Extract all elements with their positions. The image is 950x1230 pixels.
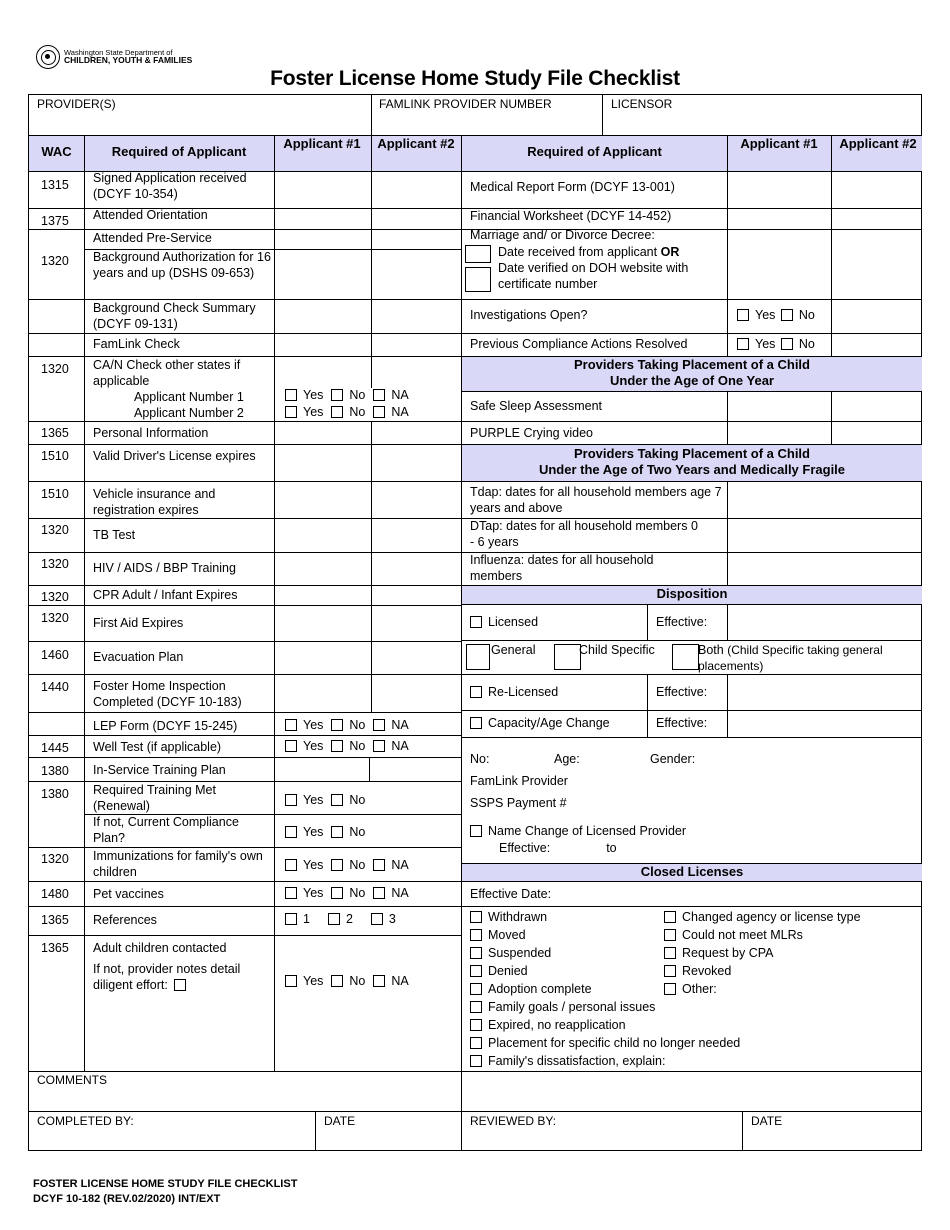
lep-no-checkbox[interactable] xyxy=(331,719,343,731)
closed-reason-label: Placement for specific child no longer needed xyxy=(488,1036,741,1050)
logo-line2: CHILDREN, YOUTH & FAMILIES xyxy=(64,55,193,66)
closed-reason-alt-label: Could not meet MLRs xyxy=(682,928,803,942)
well-na-checkbox[interactable] xyxy=(373,740,385,752)
licensed-option: Licensed xyxy=(470,614,538,630)
state-seal-icon xyxy=(36,45,60,69)
wac-1510-a: 1510 xyxy=(41,449,69,463)
completed-by-field[interactable]: COMPLETED BY: xyxy=(37,1114,134,1128)
completed-date-field[interactable]: DATE xyxy=(324,1114,356,1128)
wac-1320-a: 1320 xyxy=(41,254,69,268)
row-famlink-check: FamLink Check xyxy=(93,337,180,351)
wac-1365-c: 1365 xyxy=(41,941,69,955)
row-lep-form: LEP Form (DCYF 15-245) xyxy=(93,719,238,733)
well-options: Yes No NA xyxy=(285,738,461,754)
row-dtap: DTap: dates for all household members 0 - 6 years xyxy=(470,519,698,549)
famlink-number-field[interactable]: FAMLINK PROVIDER NUMBER xyxy=(379,97,552,111)
row-tb-test: TB Test xyxy=(93,528,136,542)
row-drivers-license: Valid Driver's License expires xyxy=(93,449,256,463)
wac-1380-a: 1380 xyxy=(41,764,69,778)
col-required-right: Required of Applicant xyxy=(527,144,662,159)
closed-reason-option xyxy=(470,1052,800,1070)
age-label: Age: xyxy=(554,752,580,766)
closed-reason-alt-label: Other: xyxy=(682,982,717,996)
investigations-yes-checkbox[interactable] xyxy=(737,309,749,321)
investigations-no-checkbox[interactable] xyxy=(781,309,793,321)
row-personal-information: Personal Information xyxy=(93,426,209,440)
closed-reason-label: Family goals / personal issues xyxy=(488,1000,656,1014)
adult-no-checkbox[interactable] xyxy=(331,975,343,987)
closed-reason-label: Expired, no reapplication xyxy=(488,1018,626,1032)
closed-reason-option xyxy=(470,998,800,1016)
col-applicant2-left: Applicant #2 xyxy=(377,136,455,151)
can1-na-checkbox[interactable] xyxy=(373,389,385,401)
immun-no-checkbox[interactable] xyxy=(331,859,343,871)
adult-children-options: Yes No NA xyxy=(285,973,461,989)
licensed-checkbox[interactable] xyxy=(470,616,482,628)
immunization-options: Yes No NA xyxy=(285,857,461,873)
capacity-effective-label: Effective: xyxy=(656,716,708,730)
can1-no-checkbox[interactable] xyxy=(331,389,343,401)
wac-1440: 1440 xyxy=(41,680,69,694)
can2-no-checkbox[interactable] xyxy=(331,406,343,418)
lep-options: Yes No NA xyxy=(285,717,461,733)
row-background-authorization: Background Authorization for 16 years and up (DSHS 09-653) xyxy=(93,250,271,280)
marriage-verified-checkbox[interactable] xyxy=(465,267,491,292)
row-can-applicant2: Applicant Number 2 xyxy=(134,406,244,420)
row-first-aid: First Aid Expires xyxy=(93,616,184,630)
compliance-yes-checkbox[interactable] xyxy=(737,338,749,350)
closed-right-options xyxy=(664,908,922,998)
closed-reason-checkbox[interactable] xyxy=(470,1019,482,1031)
col-required-left: Required of Applicant xyxy=(111,144,247,159)
col-applicant1-left: Applicant #1 xyxy=(283,136,361,151)
row-purple-crying: PURPLE Crying video xyxy=(470,426,593,440)
closed-reason-label: Denied xyxy=(488,964,528,978)
wac-1320-c: 1320 xyxy=(41,523,69,537)
can1-yes-checkbox[interactable] xyxy=(285,389,297,401)
ref3-checkbox[interactable] xyxy=(371,913,383,925)
closed-reason-alt-checkbox[interactable] xyxy=(664,983,676,995)
reviewed-date-field[interactable]: DATE xyxy=(751,1114,783,1128)
no-label: No: xyxy=(470,752,490,766)
diligent-effort-checkbox[interactable] xyxy=(174,979,186,991)
col-applicant2-right: Applicant #2 xyxy=(839,136,917,151)
row-attended-preservice: Attended Pre-Service xyxy=(93,231,212,245)
capacity-option: Capacity/Age Change xyxy=(470,715,610,731)
pet-options: Yes No NA xyxy=(285,885,461,901)
licensor-field[interactable]: LICENSOR xyxy=(611,97,673,111)
row-diligent-effort: If not, provider notes detail diligent effort: xyxy=(93,962,241,992)
closed-reason-alt-option xyxy=(664,944,922,962)
row-signed-application: Signed Application received (DCYF 10-354) xyxy=(93,171,247,201)
name-change-option: Name Change of Licensed Provider xyxy=(470,823,686,839)
row-home-inspection: Foster Home Inspection Completed (DCYF 10-183) xyxy=(93,679,242,709)
closed-reason-alt-checkbox[interactable] xyxy=(664,965,676,977)
row-attended-orientation: Attended Orientation xyxy=(93,208,208,222)
page-title: Foster License Home Study File Checklist xyxy=(270,67,680,90)
gender-label: Gender: xyxy=(650,752,696,766)
closed-reason-checkbox[interactable] xyxy=(470,947,482,959)
closed-reason-alt-option xyxy=(664,962,922,980)
row-immunizations: Immunizations for family's own children xyxy=(93,849,263,879)
lep-na-checkbox[interactable] xyxy=(373,719,385,731)
closed-reason-checkbox[interactable] xyxy=(470,929,482,941)
wac-1375: 1375 xyxy=(41,214,69,228)
closed-reason-alt-label: Revoked xyxy=(682,964,732,978)
well-yes-checkbox[interactable] xyxy=(285,740,297,752)
under-one-heading: Providers Taking Placement of a Child Under the Age of One Year xyxy=(574,357,810,388)
row-marriage-decree: Marriage and/ or Divorce Decree: xyxy=(470,228,655,242)
ssps-payment-label: SSPS Payment # xyxy=(470,796,567,810)
row-influenza: Influenza: dates for all household members xyxy=(470,553,654,583)
reference-options: 1 2 3 xyxy=(285,911,461,927)
providers-field[interactable]: PROVIDER(S) xyxy=(37,97,116,111)
row-medical-report: Medical Report Form (DCYF 13-001) xyxy=(470,180,675,194)
comments-field[interactable]: COMMENTS xyxy=(37,1073,107,1087)
relicensed-checkbox[interactable] xyxy=(470,686,482,698)
wac-1365-a: 1365 xyxy=(41,426,69,440)
can2-yes-checkbox[interactable] xyxy=(285,406,297,418)
wac-1320-b: 1320 xyxy=(41,362,69,376)
ref2-checkbox[interactable] xyxy=(328,913,340,925)
closed-reason-option xyxy=(470,1016,800,1034)
well-no-checkbox[interactable] xyxy=(331,740,343,752)
row-references: References xyxy=(93,913,157,927)
compliance-plan-no-checkbox[interactable] xyxy=(331,826,343,838)
col-wac: WAC xyxy=(41,144,72,159)
can-options-1: Yes No NA xyxy=(285,387,461,403)
row-pet-vaccines: Pet vaccines xyxy=(93,887,164,901)
footer-form-number: DCYF 10-182 (REV.02/2020) INT/EXT xyxy=(33,1193,221,1205)
closed-reason-option xyxy=(470,1034,800,1052)
row-inservice-plan: In-Service Training Plan xyxy=(93,763,226,777)
both-checkbox[interactable] xyxy=(672,644,699,670)
row-adult-children: Adult children contacted xyxy=(93,941,227,955)
form-footer xyxy=(33,1177,297,1207)
relicensed-effective-label: Effective: xyxy=(656,685,708,699)
logo-line1: Washington State Department of xyxy=(64,47,173,57)
immun-na-checkbox[interactable] xyxy=(373,859,385,871)
lep-yes-checkbox[interactable] xyxy=(285,719,297,731)
closed-reason-checkbox[interactable] xyxy=(470,965,482,977)
closed-reason-alt-option xyxy=(664,926,922,944)
pet-na-checkbox[interactable] xyxy=(373,887,385,899)
row-compliance-actions: Previous Compliance Actions Resolved xyxy=(470,337,688,351)
wac-1510-b: 1510 xyxy=(41,487,69,501)
wac-1445: 1445 xyxy=(41,741,69,755)
wac-1320-e: 1320 xyxy=(41,590,69,604)
row-background-summary: Background Check Summary (DCYF 09-131) xyxy=(93,301,256,331)
compliance-no-checkbox[interactable] xyxy=(781,338,793,350)
wac-1320-d: 1320 xyxy=(41,557,69,571)
general-checkbox[interactable] xyxy=(466,644,490,670)
compliance-options: Yes No xyxy=(737,336,815,352)
training-options: Yes No xyxy=(285,792,461,808)
checklist-form xyxy=(28,94,922,1151)
closed-reason-label: Adoption complete xyxy=(488,982,592,996)
row-cpr: CPR Adult / Infant Expires xyxy=(93,588,238,602)
closed-licenses-heading: Closed Licenses xyxy=(640,864,744,879)
compliance-plan-yes-checkbox[interactable] xyxy=(285,826,297,838)
marriage-option-received: Date received from applicant OR xyxy=(498,245,680,259)
reviewed-by-field[interactable]: REVIEWED BY: xyxy=(470,1114,557,1128)
closed-reason-label: Suspended xyxy=(488,946,552,960)
wac-1480: 1480 xyxy=(41,887,69,901)
closed-reason-alt-option xyxy=(664,980,922,998)
row-vehicle-insurance: Vehicle insurance and registration expires xyxy=(93,487,216,517)
relicensed-option: Re-Licensed xyxy=(470,684,558,700)
adult-yes-checkbox[interactable] xyxy=(285,975,297,987)
closed-reason-checkbox[interactable] xyxy=(470,1037,482,1049)
marriage-received-checkbox[interactable] xyxy=(465,245,491,263)
footer-form-title: FOSTER LICENSE HOME STUDY FILE CHECKLIST xyxy=(33,1178,298,1190)
col-applicant1-right: Applicant #1 xyxy=(740,136,818,151)
adult-na-checkbox[interactable] xyxy=(373,975,385,987)
capacity-checkbox[interactable] xyxy=(470,717,482,729)
immun-yes-checkbox[interactable] xyxy=(285,859,297,871)
wac-1460: 1460 xyxy=(41,648,69,662)
marriage-option-verified: Date verified on DOH website with certificate number xyxy=(498,261,689,291)
wac-1320-f: 1320 xyxy=(41,611,69,625)
row-hiv-training: HIV / AIDS / BBP Training xyxy=(93,561,236,575)
both-label: Both (Child Specific taking general placements) xyxy=(698,643,883,673)
row-evacuation-plan: Evacuation Plan xyxy=(93,650,184,664)
closed-reason-label: Moved xyxy=(488,928,526,942)
name-change-checkbox[interactable] xyxy=(470,825,482,837)
general-label: General xyxy=(491,643,536,657)
effective-date-label: Effective Date: xyxy=(470,887,552,901)
name-change-effective: Effective: to xyxy=(499,841,617,855)
pet-no-checkbox[interactable] xyxy=(331,887,343,899)
closed-reason-alt-option xyxy=(664,908,922,926)
wac-1380-b: 1380 xyxy=(41,787,69,801)
row-can-check: CA/N Check other states if applicable xyxy=(93,358,241,388)
child-specific-checkbox[interactable] xyxy=(554,644,581,670)
closed-reason-alt-label: Request by CPA xyxy=(682,946,774,960)
investigations-options: Yes No xyxy=(737,307,815,323)
row-financial-worksheet: Financial Worksheet (DCYF 14-452) xyxy=(470,209,672,223)
wac-1365-b: 1365 xyxy=(41,913,69,927)
closed-reason-checkbox[interactable] xyxy=(470,983,482,995)
row-can-applicant1: Applicant Number 1 xyxy=(134,390,244,404)
closed-reason-checkbox[interactable] xyxy=(470,1001,482,1013)
disposition-heading: Disposition xyxy=(656,586,728,601)
ref1-checkbox[interactable] xyxy=(285,913,297,925)
compliance-plan-options: Yes No xyxy=(285,824,461,840)
pet-yes-checkbox[interactable] xyxy=(285,887,297,899)
row-tdap: Tdap: dates for all household members age 7 years and above xyxy=(470,485,722,515)
training-no-checkbox[interactable] xyxy=(331,794,343,806)
wac-1320-g: 1320 xyxy=(41,852,69,866)
closed-reason-alt-checkbox[interactable] xyxy=(664,947,676,959)
can2-na-checkbox[interactable] xyxy=(373,406,385,418)
row-investigations: Investigations Open? xyxy=(470,308,588,322)
can-options-2: Yes No NA xyxy=(285,404,461,420)
child-specific-label: Child Specific xyxy=(579,643,655,657)
famlink-provider-label: FamLink Provider xyxy=(470,774,568,788)
row-safe-sleep: Safe Sleep Assessment xyxy=(470,399,603,413)
closed-reason-checkbox[interactable] xyxy=(470,911,482,923)
licensed-effective-label: Effective: xyxy=(656,615,708,629)
row-required-training: Required Training Met (Renewal) xyxy=(93,783,216,813)
training-yes-checkbox[interactable] xyxy=(285,794,297,806)
wac-1315: 1315 xyxy=(41,178,69,192)
closed-reason-alt-checkbox[interactable] xyxy=(664,929,676,941)
closed-reason-label: Family's dissatisfaction, explain: xyxy=(488,1054,666,1068)
closed-reason-label: Withdrawn xyxy=(488,910,548,924)
row-compliance-plan: If not, Current Compliance Plan? xyxy=(93,815,239,845)
closed-reason-alt-label: Changed agency or license type xyxy=(682,910,861,924)
row-well-test: Well Test (if applicable) xyxy=(93,740,222,754)
closed-reason-alt-checkbox[interactable] xyxy=(664,911,676,923)
closed-reason-checkbox[interactable] xyxy=(470,1055,482,1067)
under-two-heading: Providers Taking Placement of a Child Under the Age of Two Years and Medically Fragile xyxy=(538,446,846,477)
